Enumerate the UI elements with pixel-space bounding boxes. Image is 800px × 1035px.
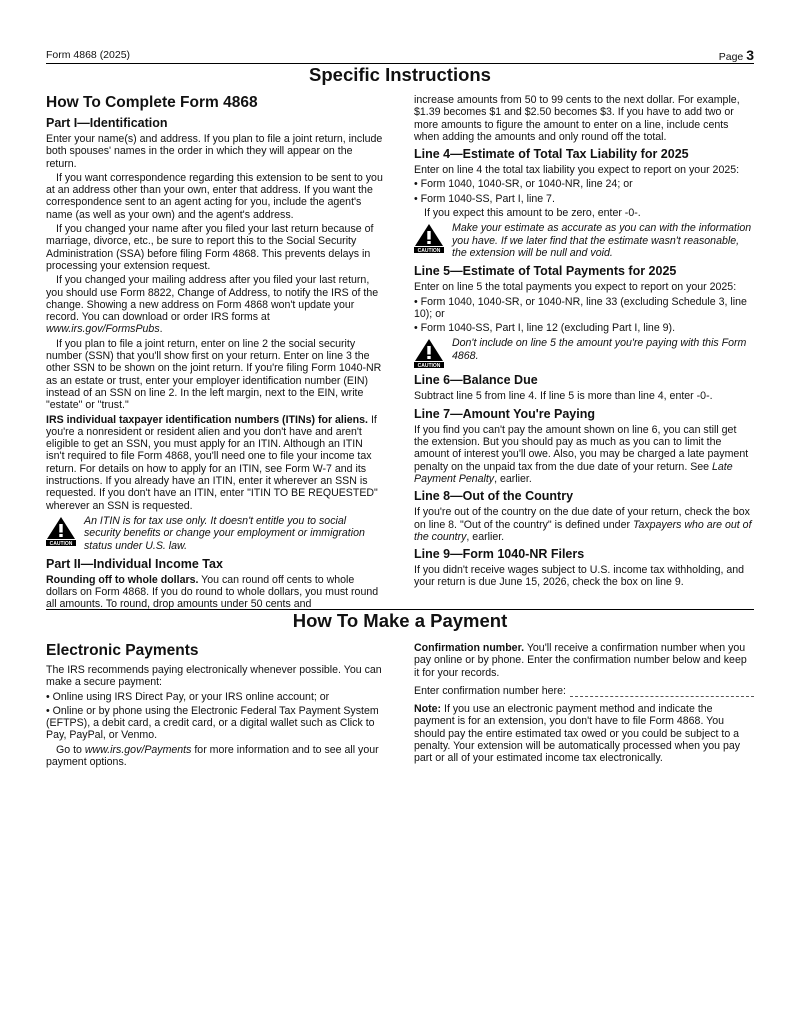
line5-paragraph: Enter on line 5 the total payments you expect to report on your 2025: bbox=[414, 281, 737, 294]
payment-bullet-2: • Online or by phone using the Electronic Federal Tax Payment System (EFTPS), a debit card, a credit card, or a digital wallet such as Click to Pay, PayPal, or Venmo. bbox=[46, 704, 379, 742]
part1-paragraph-2: If you want correspondence regarding this extension to be sent to you at an address other than your own, enter that address. If you want the correspondence sent to an agent acting for you, include the agent's name (as well as your own) and the agent's address. bbox=[46, 171, 383, 221]
rounding-paragraph: Rounding off to whole dollars. You can round off cents to whole dollars on Form 4868. If you do round to whole dollars, you must round all amounts. To round, drop amounts under 50 cents and bbox=[46, 573, 379, 611]
caution-block-itin bbox=[46, 515, 384, 552]
line4-bullet-2: • Form 1040-SS, Part I, line 7. bbox=[414, 192, 555, 205]
caution-text-line5: Don't include on line 5 the amount you're paying with this Form 4868. bbox=[452, 337, 747, 362]
note-paragraph: Note: If you use an electronic payment method and indicate the payment is for an extension, you don't have to file Form 4868. You should pay the entire estimated tax owed or you could be subject to a penalty. Your extension will be automatically processed when you pay part or all of your estimated income tax electronically. bbox=[414, 703, 741, 765]
line4-heading: Line 4—Estimate of Total Tax Liability for 2025 bbox=[414, 147, 689, 162]
caution-icon bbox=[414, 338, 444, 368]
line6-paragraph: Subtract line 5 from line 4. If line 5 is more than line 4, enter -0-. bbox=[414, 390, 713, 403]
instructions-left-column bbox=[46, 94, 384, 613]
line4-paragraph: Enter on line 4 the total tax liability you expect to report on your 2025: bbox=[414, 164, 740, 177]
document-page bbox=[46, 0, 754, 1035]
page-number: Page 3 bbox=[718, 47, 754, 63]
itin-paragraph: IRS individual taxpayer identification numbers (ITINs) for aliens. If you're a nonresident or resident alien and you don't have and aren't eligible to get an SSN, you must apply for an ITIN. Although an ITIN isn't required to file Form 4868, you'll need one to file your income tax return. For details on how to apply for an ITIN, see Form W-7 and its instructions. If you already have an ITIN, enter it wherever an SSN is requested. If you don't have an ITIN, enter "ITIN TO BE REQUESTED" wherever an SSN is requested. bbox=[46, 413, 378, 512]
running-header bbox=[46, 47, 754, 63]
part1-paragraph-3: If you changed your name after you filed your last return because of marriage, divorce, etc., be sure to report this to the Social Security Administration (SSA) before filing Form 4868. This prevents delays in processing your extension request. bbox=[46, 223, 374, 272]
instructions-right-column bbox=[414, 94, 754, 591]
payment-right-column bbox=[414, 642, 754, 767]
part1-paragraph-5: If you plan to file a joint return, enter on line 2 the social security number (SSN) that you'll show first on your return. Enter on line 3 the other SSN to be shown on the joint return. If you're filing Form 1040-NR as an estate or trust, enter your employer identification number (EIN) instead of an SSN on line 2. In the left margin, next to the EIN, write "estate" or "trust." bbox=[46, 337, 382, 412]
line4-zero-note: If you expect this amount to be zero, enter -0-. bbox=[424, 207, 641, 220]
specific-instructions-title: Specific Instructions bbox=[46, 63, 754, 86]
line7-paragraph: If you find you can't pay the amount shown on line 6, you can still get the extension. But you should pay as much as you can to limit the amount of interest you'll owe. Also, you may be charged a late payment penalty on the unpaid tax from the due date of your return. See Late Payment Penalty, earlier. bbox=[414, 423, 749, 485]
payments-link[interactable]: www.irs.gov/Payments bbox=[84, 743, 192, 756]
caution-text-line4: Make your estimate as accurate as you can with the information you have. If we later find that the estimate wasn't reasonable, the extension will be null and void. bbox=[452, 222, 752, 259]
part1-paragraph-1: Enter your name(s) and address. If you plan to file a joint return, include both spouses' names in the order in which they will appear on the return. bbox=[46, 133, 383, 170]
svg-text:CAUTION: CAUTION bbox=[417, 248, 441, 254]
caution-icon bbox=[414, 223, 444, 253]
confirmation-paragraph: Confirmation number. You'll receive a confirmation number when you pay online or by phone. Enter the confirmation number below and keep it for your records. bbox=[414, 642, 747, 679]
payment-paragraph-1: The IRS recommends paying electronically whenever possible. You can make a secure payment: bbox=[46, 664, 382, 689]
confirmation-number-field[interactable] bbox=[570, 686, 754, 697]
payment-bullet-1: • Online using IRS Direct Pay, or your IRS online account; or bbox=[46, 690, 330, 703]
caution-text-itin: An ITIN is for tax use only. It doesn't entitle you to social security benefits or change your employment or immigration status under U.S. law. bbox=[84, 514, 365, 552]
forms-pubs-link[interactable]: www.irs.gov/FormsPubs bbox=[46, 323, 160, 336]
how-to-complete-heading: How To Complete Form 4868 bbox=[46, 94, 258, 111]
payment-left-column bbox=[46, 642, 384, 770]
part2-heading: Part II—Individual Income Tax bbox=[46, 556, 223, 571]
line7-heading: Line 7—Amount You're Paying bbox=[414, 406, 596, 421]
part1-heading: Part I—Identification bbox=[46, 116, 168, 130]
payment-paragraph-2: Go to www.irs.gov/Payments for more information and to see all your payment options. bbox=[46, 743, 379, 769]
line5-bullet-2: • Form 1040-SS, Part I, line 12 (excluding Part I, line 9). bbox=[414, 322, 676, 335]
caution-block-line5 bbox=[414, 337, 754, 368]
make-payment-title: How To Make a Payment bbox=[46, 609, 754, 632]
line9-paragraph: If you didn't receive wages subject to U.S. income tax withholding, and your return is due June 15, 2026, check the box on line 9. bbox=[414, 564, 745, 589]
line5-heading: Line 5—Estimate of Total Payments for 2025 bbox=[414, 264, 677, 279]
caution-block-line4 bbox=[414, 222, 754, 259]
form-id: Form 4868 (2025) bbox=[46, 49, 131, 61]
electronic-payments-heading: Electronic Payments bbox=[46, 642, 199, 659]
line4-bullet-1: • Form 1040, 1040-SR, or 1040-NR, line 24; or bbox=[414, 178, 633, 191]
confirmation-number-row bbox=[414, 685, 754, 697]
line5-bullet-1: • Form 1040, 1040-SR, or 1040-NR, line 33 (excluding Schedule 3, line 10); or bbox=[414, 295, 747, 320]
caution-icon bbox=[46, 516, 76, 546]
line6-heading: Line 6—Balance Due bbox=[414, 373, 538, 388]
svg-text:CAUTION: CAUTION bbox=[417, 363, 441, 369]
svg-text:CAUTION: CAUTION bbox=[49, 540, 73, 546]
line8-heading: Line 8—Out of the Country bbox=[414, 489, 574, 504]
part1-paragraph-4: If you changed your mailing address after you filed your last return, you should use Form 8822, Change of Address, to notify the IRS of the change. Showing a new address on Form 4868 won't update your record. You can download or order IRS forms at www.irs.gov/FormsPubs. bbox=[46, 274, 379, 336]
rounding-continued: increase amounts from 50 to 99 cents to the next dollar. For example, $1.39 becomes $1 and $2.50 becomes $3. If you have to add two or more amounts to figure the amount to enter on a line, include cents when adding the amounts and only round off the total. bbox=[414, 94, 740, 143]
line9-heading: Line 9—Form 1040-NR Filers bbox=[414, 547, 585, 562]
confirmation-number-label: Enter confirmation number here: bbox=[414, 684, 566, 697]
line8-paragraph: If you're out of the country on the due date of your return, check the box on line 8. "Out of the country" is defined under Taxpayers who are out of the country, earlier. bbox=[414, 506, 752, 543]
